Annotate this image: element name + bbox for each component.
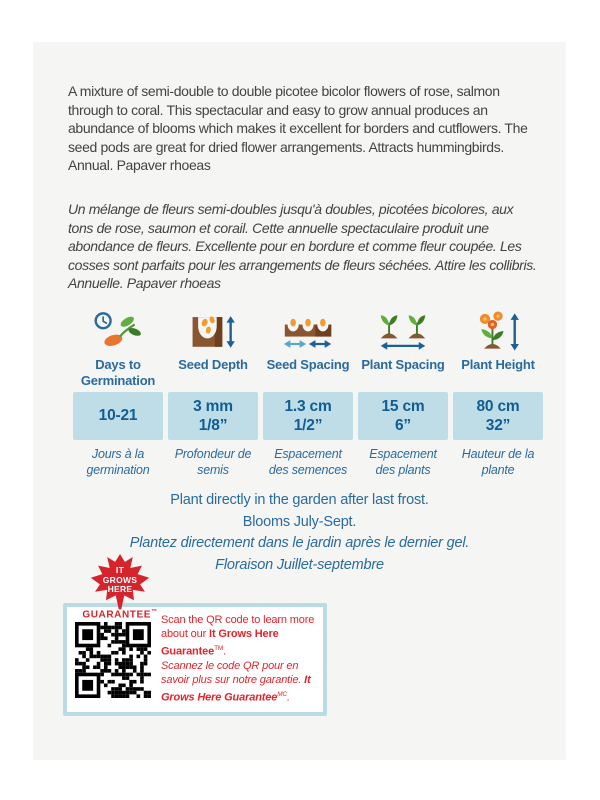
label-fr-plant-height: Hauteur de la plante bbox=[461, 447, 535, 477]
qr-text-french: Scannez le code QR pour en savoir plus sur notre garantie. It Grows Here Guarantee$^{MC}$. bbox=[161, 660, 311, 704]
info-column-germination bbox=[73, 304, 163, 478]
value-box-plant-spacing bbox=[358, 392, 448, 440]
seed-depth-icon bbox=[187, 304, 239, 354]
guarantee-label bbox=[77, 609, 163, 620]
qr-panel-text bbox=[161, 614, 315, 705]
plant-height-icon bbox=[472, 304, 524, 354]
planting-en-line1: Plant directly in the garden after last frost. bbox=[170, 492, 429, 508]
info-column-seed-depth bbox=[168, 304, 258, 478]
info-column-plant-height bbox=[453, 304, 543, 478]
planting-fr-line1: Plantez directement dans le jardin après le dernier gel. bbox=[129, 535, 470, 551]
value-metric: 80 cm bbox=[476, 397, 520, 415]
it-grows-here-logo bbox=[77, 554, 163, 620]
label-fr-plant-spacing: Espacement des plants bbox=[369, 447, 437, 477]
label-plant-spacing: Plant Spacing bbox=[361, 357, 445, 372]
label-seed-depth: Seed Depth bbox=[178, 357, 248, 372]
seed-spacing-icon bbox=[282, 304, 334, 354]
qr-text-english: Scan the QR code to learn more about our It Grows Here Guarantee™. bbox=[161, 614, 315, 658]
planting-fr-line2: Floraison Juillet-septembre bbox=[215, 556, 384, 573]
trademark-symbol: ™ bbox=[151, 609, 158, 615]
value-imperial: 1/2” bbox=[293, 417, 323, 434]
growing-info-table bbox=[73, 304, 543, 478]
value-box-plant-height bbox=[453, 392, 543, 440]
description-english: A mixture of semi-double to double picotee bicolor flowers of rose, salmon through to coral. This spectacular and easy to grow annual produces an abundance of blooms which makes it excellent for borders and cutflowers. The seed pods are great for dried flower arrangements. Attracts hummingbirds. Annual. Papaver rhoeas bbox=[68, 83, 528, 174]
planting-en-line2: Blooms July-Sept. bbox=[242, 513, 357, 530]
label-fr-seed-spacing: Espacement des semences bbox=[268, 447, 348, 477]
value-metric: 1.3 cm bbox=[284, 397, 332, 415]
info-column-seed-spacing bbox=[263, 304, 353, 478]
value-box-seed-spacing bbox=[263, 392, 353, 440]
plant-spacing-icon bbox=[377, 304, 429, 354]
guarantee-text: GUARANTEE bbox=[82, 609, 152, 621]
label-plant-height: Plant Height bbox=[461, 357, 535, 372]
label-seed-spacing: Seed Spacing bbox=[266, 357, 350, 372]
label-fr-germination: Jours à la germination bbox=[86, 447, 150, 477]
leaf-text bbox=[86, 566, 154, 595]
value-imperial: 32” bbox=[485, 417, 511, 434]
logo-line2: GROWS bbox=[102, 574, 138, 585]
label-days-to-germination: Days to Germination bbox=[80, 357, 156, 388]
value-box-seed-depth bbox=[168, 392, 258, 440]
info-column-plant-spacing bbox=[358, 304, 448, 478]
value-box-germination bbox=[73, 392, 163, 440]
description-french: Un mélange de fleurs semi-doubles jusqu'à doubles, picotées bicolores, aux tons de rose, saumon et corail. Cette annuelle spectaculaire produit une abondance de fleurs. Excellente pour en bordure et comme fleur coupée. Les cosses sont parfaits pour les arrangements de fleurs séchées. Attire les collibris. Annuelle. Papaver rhoeas bbox=[68, 201, 537, 292]
label-fr-seed-depth: Profondeur de semis bbox=[174, 447, 252, 477]
value-imperial: 1/8” bbox=[198, 417, 228, 434]
packet-card bbox=[33, 42, 566, 760]
value-metric: 10-21 bbox=[98, 407, 138, 425]
days-to-germination-icon bbox=[92, 304, 144, 354]
value-imperial: 6” bbox=[395, 417, 411, 434]
value-metric: 3 mm bbox=[193, 397, 233, 415]
qr-code bbox=[75, 622, 151, 698]
logo-line3: HERE bbox=[107, 584, 133, 594]
logo-line1: IT bbox=[115, 565, 125, 575]
value-metric: 15 cm bbox=[381, 397, 425, 415]
